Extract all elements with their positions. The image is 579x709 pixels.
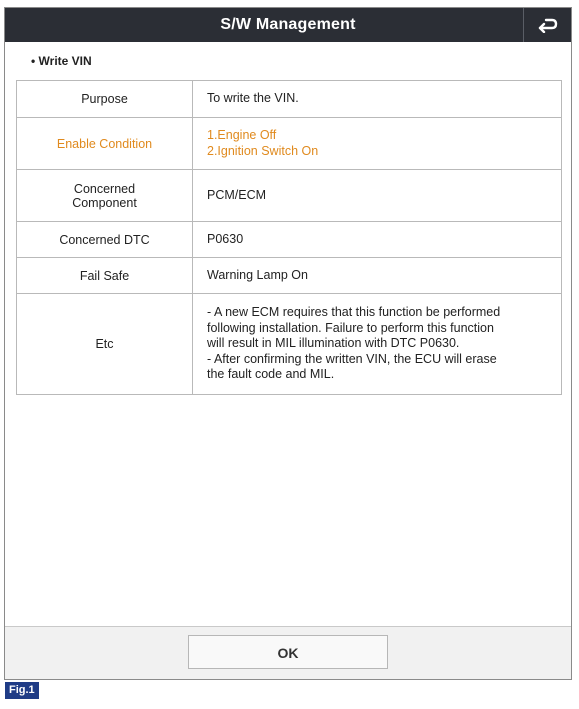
value-line: following installation. Failure to perform this function bbox=[207, 320, 494, 335]
table-row bbox=[17, 170, 562, 222]
table-row bbox=[17, 258, 562, 294]
value-line: will result in MIL illumination with DTC P0630. bbox=[207, 336, 460, 351]
row-value: To write the VIN. bbox=[193, 81, 562, 118]
row-value: P0630 bbox=[193, 222, 562, 258]
value-line: 2.Ignition Switch On bbox=[207, 143, 319, 158]
table-row bbox=[17, 81, 562, 118]
info-table bbox=[16, 80, 562, 395]
row-value bbox=[193, 294, 562, 395]
row-label: Purpose bbox=[17, 81, 193, 118]
table-row bbox=[17, 294, 562, 395]
row-label: Concerned DTC bbox=[17, 222, 193, 258]
dialog-title: S/W Management bbox=[220, 16, 356, 33]
value-line: - After confirming the written VIN, the ECU will erase bbox=[207, 351, 497, 366]
section-title: • Write VIN bbox=[31, 54, 92, 68]
row-value: Warning Lamp On bbox=[193, 258, 562, 294]
title-bar bbox=[5, 8, 571, 42]
label-line: Concerned bbox=[73, 181, 136, 196]
back-button[interactable] bbox=[523, 8, 571, 42]
row-value: PCM/ECM bbox=[193, 170, 562, 222]
row-label: Fail Safe bbox=[17, 258, 193, 294]
row-label: Etc bbox=[17, 294, 193, 395]
value-line: - A new ECM requires that this function be performed bbox=[207, 305, 501, 320]
ok-button[interactable]: OK bbox=[188, 635, 388, 669]
value-line: 1.Engine Off bbox=[207, 128, 277, 142]
row-value bbox=[193, 118, 562, 170]
row-label: Enable Condition bbox=[17, 118, 193, 170]
return-arrow-icon bbox=[537, 17, 559, 33]
sw-management-dialog bbox=[4, 7, 572, 680]
value-line: the fault code and MIL. bbox=[207, 367, 335, 382]
table-row bbox=[17, 118, 562, 170]
label-line: Component bbox=[72, 195, 137, 210]
dialog-footer bbox=[5, 626, 571, 679]
figure-label: Fig.1 bbox=[5, 682, 39, 699]
row-label bbox=[17, 170, 193, 222]
table-row bbox=[17, 222, 562, 258]
